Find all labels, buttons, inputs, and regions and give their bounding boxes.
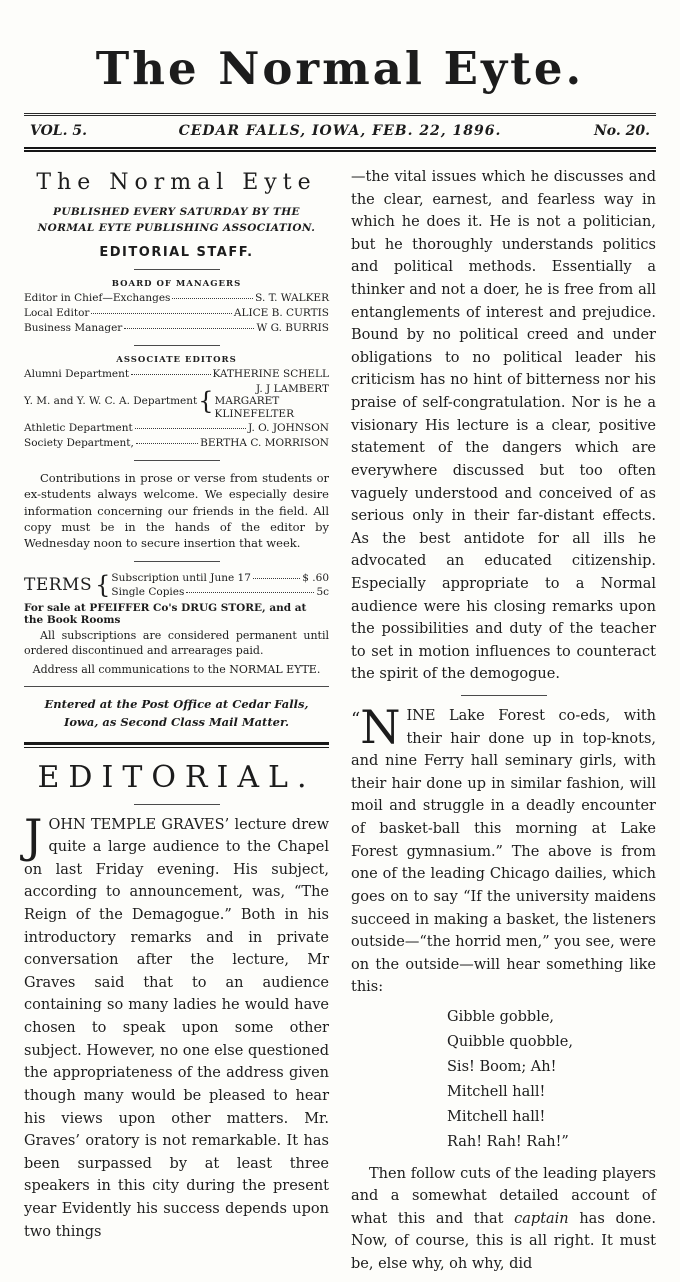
- dropcap-letter: N: [360, 700, 401, 755]
- role-label: Athletic Department: [24, 421, 133, 434]
- paper-name-heading: The Normal Eyte: [36, 170, 317, 195]
- coed-text: INE Lake Forest co-eds, with their hair done up in top-knots, and nine Ferry hall seminary girls, with their hair done up in similar fashion, will moil and struggle in a deadly encounter of basket-ball this morning at Lake Forest gymnasium.” The above is from one of the leading Chicago dailies, which goes on to say “If the university maidens succeed in making a basket, the listeners outside—“the horrid men,” you see, were on the outside—will hear something like this:: [351, 708, 656, 996]
- associate-editors-heading: ASSOCIATE EDITORS: [116, 355, 237, 366]
- editorial-staff-heading: EDITORIAL STAFF.: [99, 244, 254, 260]
- person-name-group: [215, 383, 329, 419]
- volume-label: VOL. 5.: [30, 123, 88, 139]
- verse-line: Rah! Rah! Rah!”: [447, 1133, 569, 1150]
- dot-leader: [91, 313, 231, 314]
- board-row: [24, 321, 329, 336]
- closing-text-before: Then follow cuts of the leading players and a somewhat detailed account of what this and that: [351, 1165, 656, 1227]
- editorial-paragraph: [24, 808, 329, 1244]
- associate-row: [24, 367, 329, 382]
- dot-leader: [172, 298, 253, 299]
- associate-row: [24, 421, 329, 436]
- cheer-verse: [447, 1005, 656, 1155]
- heavy-divider-rule: [24, 742, 329, 748]
- terms-rows: [111, 571, 329, 600]
- right-column: [351, 166, 656, 1282]
- issue-number-label: No. 20.: [594, 123, 650, 139]
- dropcap-letter: J: [24, 808, 43, 863]
- person-name: J. O. JOHNSON: [248, 421, 329, 434]
- associate-row-ymca: [24, 383, 329, 419]
- person-name: J. J LAMBERT: [255, 383, 329, 396]
- divider-rule: [134, 460, 220, 461]
- verse-line: Mitchell hall!: [447, 1108, 546, 1125]
- board-row: [24, 291, 329, 306]
- issue-date-line: CEDAR FALLS, IOWA, FEB. 22, 1896.: [178, 123, 502, 139]
- divider-rule: [134, 804, 220, 805]
- dot-leader: [131, 374, 210, 375]
- dot-leader: [124, 328, 254, 329]
- verse-line: Gibble gobble,: [447, 1008, 555, 1025]
- left-column: [24, 166, 329, 1282]
- person-name: KATHERINE SCHELL: [212, 368, 329, 381]
- divider-rule: [24, 686, 329, 687]
- terms-price: 5c: [316, 586, 329, 599]
- dropcap-group: [351, 700, 406, 755]
- person-name: BERTHA C. MORRISON: [200, 436, 329, 449]
- terms-label: TERMS: [24, 575, 93, 596]
- divider-rule: [461, 695, 547, 696]
- verse-line: Sis! Boom; Ah!: [447, 1058, 557, 1075]
- person-name: ALICE B. CURTIS: [233, 306, 329, 319]
- terms-item: Subscription until June 17: [111, 571, 251, 584]
- role-label: Society Department,: [24, 436, 134, 449]
- terms-price: $ .60: [302, 571, 329, 584]
- entered-note: Entered at the Post Office at Cedar Falls, Iowa, as Second Class Mail Matter.: [44, 696, 309, 730]
- board-of-managers-heading: BOARD OF MANAGERS: [111, 278, 242, 289]
- terms-item: Single Copies: [111, 586, 185, 599]
- role-label: Alumni Department: [24, 368, 130, 381]
- verse-line: Mitchell hall!: [447, 1083, 546, 1100]
- editorial-heading: EDITORIAL.: [37, 759, 316, 795]
- dot-leader: [186, 592, 314, 593]
- dateline-band: [24, 113, 656, 152]
- sale-note: For sale at PFEIFFER Co's DRUG STORE, and at the Book Rooms: [24, 602, 307, 627]
- dot-leader: [135, 428, 246, 429]
- role-label: Business Manager: [24, 321, 123, 334]
- masthead-title: The Normal Eyte.: [95, 42, 585, 95]
- board-row: [24, 306, 329, 321]
- dot-leader: [253, 578, 300, 579]
- person-name: MARGARET KLINEFELTER: [214, 395, 294, 420]
- role-label: Editor in Chief—Exchanges: [24, 291, 171, 304]
- terms-row: [111, 571, 329, 586]
- opening-quote: “: [351, 709, 361, 731]
- address-note: Address all communications to the NORMAL EYTE.: [32, 662, 321, 676]
- dot-leader: [136, 443, 198, 444]
- brace-glyph: {: [95, 570, 111, 599]
- contributions-note: Contributions in prose or verse from students or ex-students always welcome. We especially desire information concerning our friends in the field. All copy must be in the hands of the editor by Wednesday noon to secure insertion that week.: [24, 471, 329, 551]
- person-name: W G. BURRIS: [256, 321, 329, 334]
- published-line: PUBLISHED EVERY SATURDAY BY THE NORMAL EYTE PUBLISHING ASSOCIATION.: [37, 206, 316, 234]
- brace-glyph: {: [198, 386, 214, 415]
- divider-rule: [134, 561, 220, 562]
- two-column-layout: [24, 166, 656, 1282]
- associate-row: [24, 436, 329, 451]
- verse-line: Quibble quobble,: [447, 1033, 573, 1050]
- terms-row: [111, 585, 329, 600]
- person-name: S. T. WALKER: [255, 291, 329, 304]
- closing-paragraph: [351, 1163, 656, 1276]
- divider-rule: [134, 269, 220, 270]
- divider-rule: [134, 345, 220, 346]
- continuation-paragraph: —the vital issues which he discusses and the clear, earnest, and fearless way in which he does it. He is not a politician, but he thoroughly understands politics and political methods. Essentially a thinker and not a doer, he is free from all entanglements of interest and prejudice. Bound by no political creed and under obligations to no political leader his criticism has no hint of bitterness nor his praise of self-congratulation. Nor is he a visionary His lecture is a clear, positive statement of the dangers which are everywhere discussed but too often vaguely understood and conceived of as serious only in their far-distant effects. As the best antidote for all ills he advocated an educated citizenship. Especially appropriate to a Normal audience were his closing remarks upon the possibilities and duty of the teacher to set in motion influences to counteract the spirit of the demogogue.: [351, 169, 656, 683]
- editorial-text: OHN TEMPLE GRAVES’ lecture drew quite a large audience to the Chapel on last Friday evening. His subject, according to announcement, was, “The Reign of the Demagogue.” Both in his introductory remarks and in private conversation after the lecture, Mr Graves said that to an audience containing so many ladies he would have chosen to speak upon some other subject. However, no one else questioned the appropriateness of the address given though many would be pleased to hear his views upon other matters. Mr. Graves’ oratory is not remarkable. It has been surpassed by at least three speakers in this city during the present year Evidently his success depends upon two things: [24, 816, 329, 1240]
- terms-block: [24, 571, 329, 600]
- role-label: Y. M. and Y. W. C. A. Department: [24, 394, 198, 407]
- coed-paragraph: [351, 700, 656, 999]
- role-label: Local Editor: [24, 306, 90, 319]
- permanent-note: All subscriptions are considered permanent until ordered discontinued and arrearages paid.: [24, 629, 329, 658]
- closing-text-after: has done. Now, of course, this is all right. It must be, else why, oh why, did: [351, 1210, 656, 1272]
- closing-italic-word: captain: [514, 1210, 569, 1227]
